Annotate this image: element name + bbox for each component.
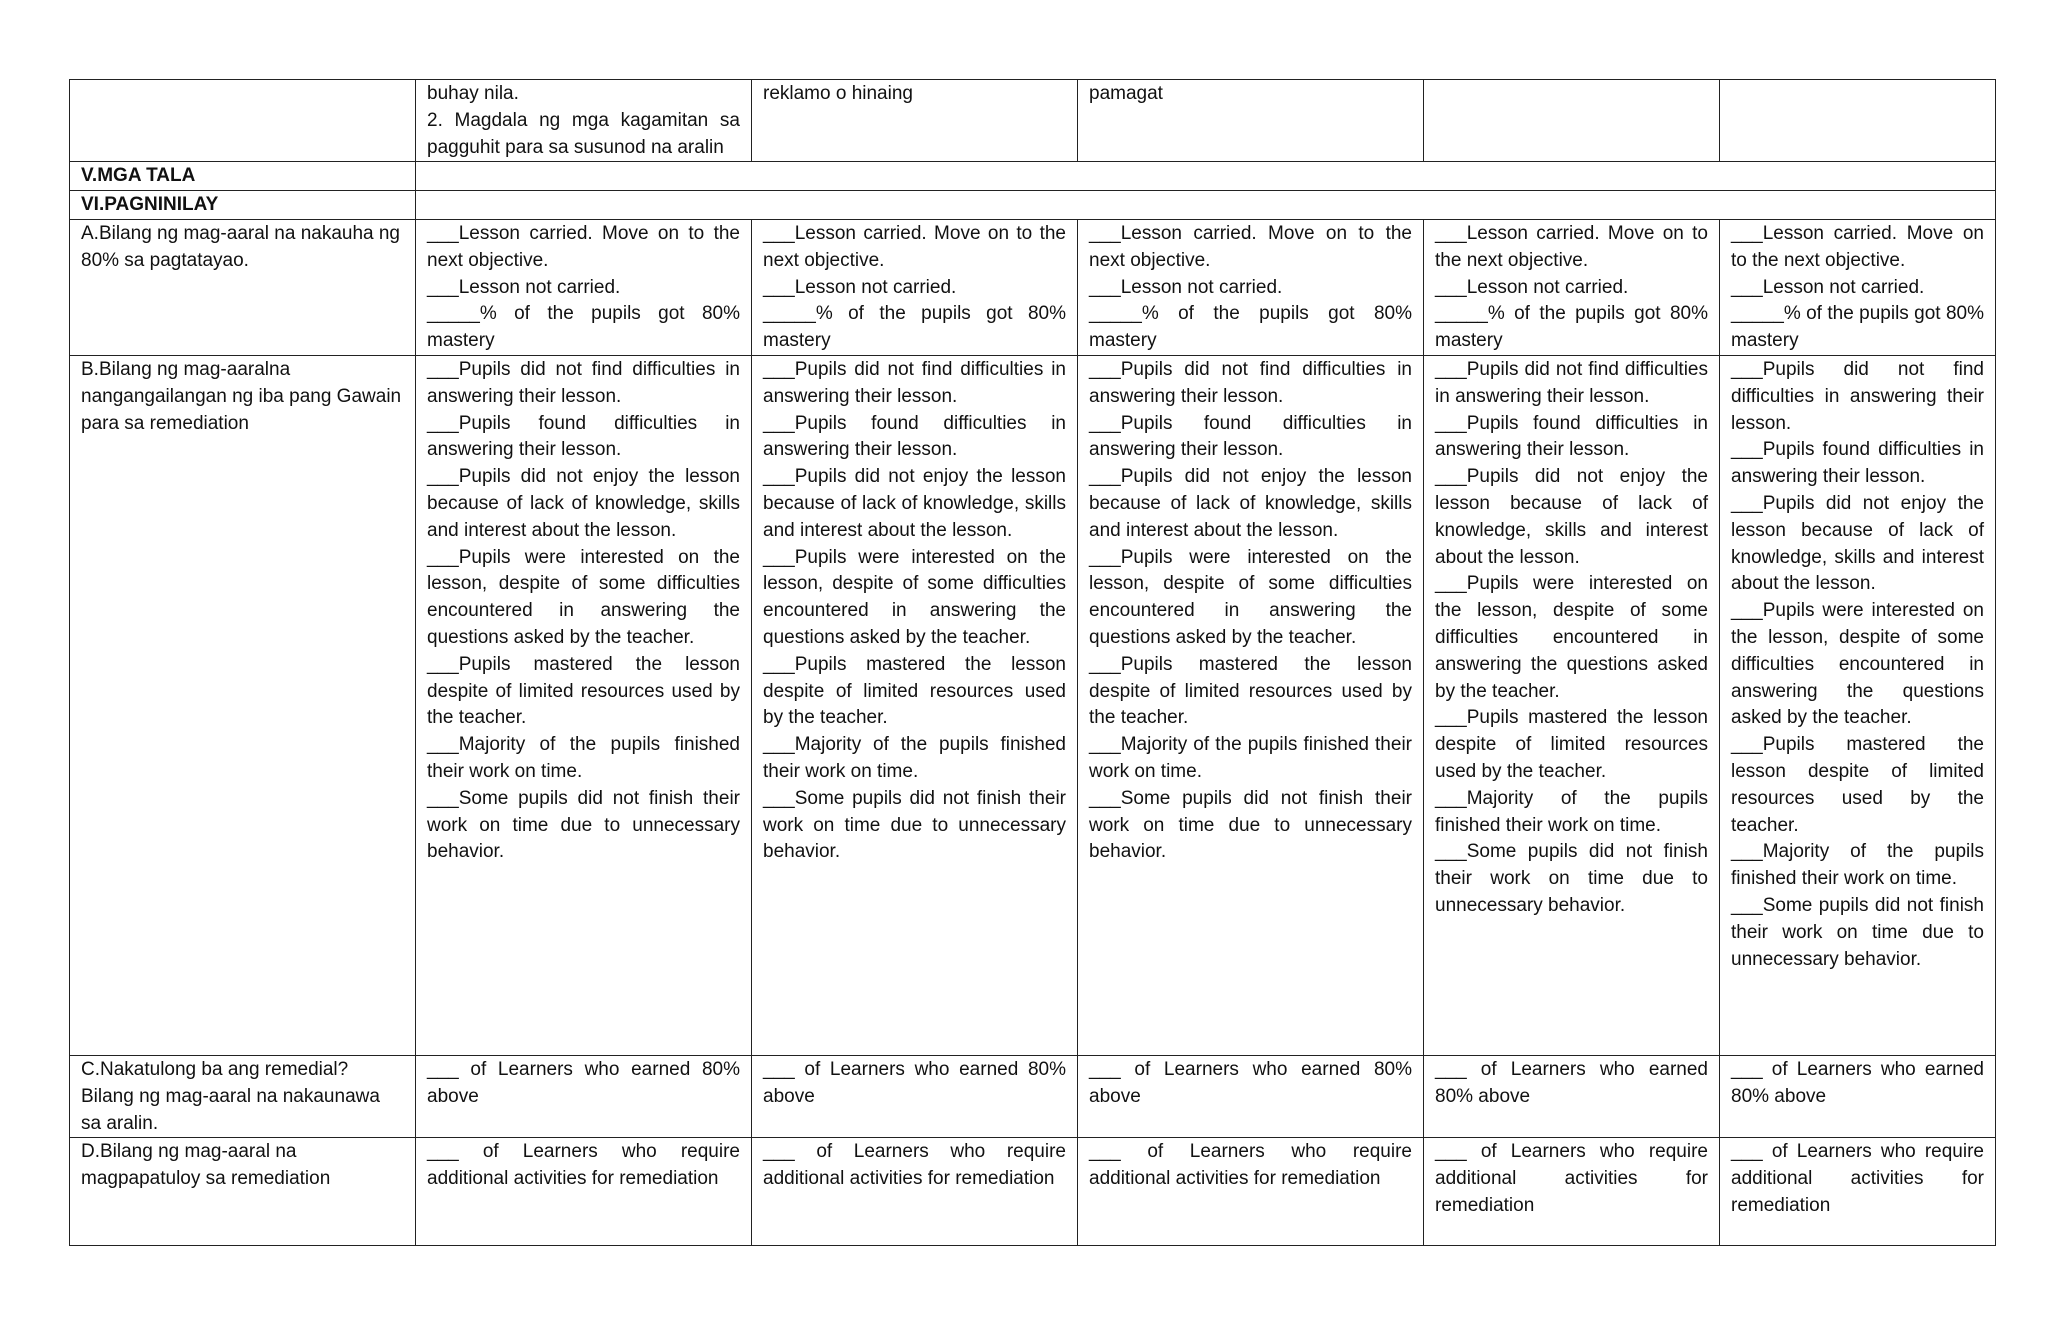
cell-c-tuesday: ___ of Learners who earned 80% above [752, 1055, 1078, 1137]
table-row-mga-tala [70, 162, 1996, 191]
table-row-b [70, 355, 1996, 1055]
cell-b-wednesday: ___Pupils did not find difficulties in answering their lesson. ___Pupils found difficulties in answering their lesson. ___Pupils did not enjoy the lesson because of lack of knowledge, skills and interest about the lesson. ___Pupils were interested on the lesson, despite of some difficulties encountered in answering the questions asked by the teacher. ___Pupils mastered the lesson despite of limited resources used by the teacher. ___Majority of the pupils finished their work on time. ___Some pupils did not finish their work on time due to unnecessary behavior. [1078, 355, 1424, 1055]
cell-tuesday: reklamo o hinaing [752, 80, 1078, 162]
lesson-log-page [69, 79, 1995, 1246]
cell-b-monday: ___Pupils did not find difficulties in answering their lesson. ___Pupils found difficulties in answering their lesson. ___Pupils did not enjoy the lesson because of lack of knowledge, skills and interest about the lesson. ___Pupils were interested on the lesson, despite of some difficulties encountered in answering the questions asked by the teacher. ___Pupils mastered the lesson despite of limited resources used by the teacher. ___Majority of the pupils finished their work on time. ___Some pupils did not finish their work on time due to unnecessary behavior. [416, 355, 752, 1055]
table-row-c [70, 1055, 1996, 1137]
cell-d-monday: ___ of Learners who require additional activities for remediation [416, 1138, 752, 1246]
table-row-continuation [70, 80, 1996, 162]
cell-c-wednesday: ___ of Learners who earned 80% above [1078, 1055, 1424, 1137]
cell-d-thursday: ___ of Learners who require additional activities for remediation [1424, 1138, 1720, 1246]
cell-a-monday: ___Lesson carried. Move on to the next objective. ___Lesson not carried. _____% of the pupils got 80% mastery [416, 219, 752, 355]
cell-b-tuesday: ___Pupils did not find difficulties in answering their lesson. ___Pupils found difficulties in answering their lesson. ___Pupils did not enjoy the lesson because of lack of knowledge, skills and interest about the lesson. ___Pupils were interested on the lesson, despite of some difficulties encountered in answering the questions asked by the teacher. ___Pupils mastered the lesson despite of limited resources used by the teacher. ___Majority of the pupils finished their work on time. ___Some pupils did not finish their work on time due to unnecessary behavior. [752, 355, 1078, 1055]
section-heading-pagninilay: VI.PAGNINILAY [70, 191, 416, 220]
mga-tala-content [416, 162, 1996, 191]
cell-a-wednesday: ___Lesson carried. Move on to the next objective. ___Lesson not carried. _____% of the pupils got 80% mastery [1078, 219, 1424, 355]
cell-d-friday: ___ of Learners who require additional activities for remediation [1720, 1138, 1996, 1246]
section-heading-mga-tala: V.MGA TALA [70, 162, 416, 191]
row-label-d: D.Bilang ng mag-aaral na magpapatuloy sa remediation [70, 1138, 416, 1246]
row-label-a: A.Bilang ng mag-aaral na nakauha ng 80% sa pagtatayao. [70, 219, 416, 355]
cell-c-monday: ___ of Learners who earned 80% above [416, 1055, 752, 1137]
cell-b-thursday: ___Pupils did not find difficulties in answering their lesson. ___Pupils found difficulties in answering their lesson. ___Pupils did not enjoy the lesson because of lack of knowledge, skills and interest about the lesson. ___Pupils were interested on the lesson, despite of some difficulties encountered in answering the questions asked by the teacher. ___Pupils mastered the lesson despite of limited resources used by the teacher. ___Majority of the pupils finished their work on time. ___Some pupils did not finish their work on time due to unnecessary behavior. [1424, 355, 1720, 1055]
cell-d-wednesday: ___ of Learners who require additional activities for remediation [1078, 1138, 1424, 1246]
cell-a-friday: ___Lesson carried. Move on to the next objective. ___Lesson not carried. _____% of the pupils got 80% mastery [1720, 219, 1996, 355]
table-row-pagninilay [70, 191, 1996, 220]
cell-a-tuesday: ___Lesson carried. Move on to the next objective. ___Lesson not carried. _____% of the pupils got 80% mastery [752, 219, 1078, 355]
table-row-a [70, 219, 1996, 355]
row-label-c: C.Nakatulong ba ang remedial? Bilang ng mag-aaral na nakaunawa sa aralin. [70, 1055, 416, 1137]
cell-a-thursday: ___Lesson carried. Move on to the next objective. ___Lesson not carried. _____% of the pupils got 80% mastery [1424, 219, 1720, 355]
cell-c-friday: ___ of Learners who earned 80% above [1720, 1055, 1996, 1137]
cell-wednesday: pamagat [1078, 80, 1424, 162]
cell-d-tuesday: ___ of Learners who require additional activities for remediation [752, 1138, 1078, 1246]
cell-thursday [1424, 80, 1720, 162]
cell-friday [1720, 80, 1996, 162]
daily-lesson-log-table [69, 79, 1996, 1246]
table-row-d [70, 1138, 1996, 1246]
cell-c-thursday: ___ of Learners who earned 80% above [1424, 1055, 1720, 1137]
row-label-b: B.Bilang ng mag-aaralna nangangailangan ng iba pang Gawain para sa remediation [70, 355, 416, 1055]
pagninilay-content [416, 191, 1996, 220]
cell-b-friday: ___Pupils did not find difficulties in answering their lesson. ___Pupils found difficulties in answering their lesson. ___Pupils did not enjoy the lesson because of lack of knowledge, skills and interest about the lesson. ___Pupils were interested on the lesson, despite of some difficulties encountered in answering the questions asked by the teacher. ___Pupils mastered the lesson despite of limited resources used by the teacher. ___Majority of the pupils finished their work on time. ___Some pupils did not finish their work on time due to unnecessary behavior. [1720, 355, 1996, 1055]
cell-monday: buhay nila. 2. Magdala ng mga kagamitan sa pagguhit para sa susunod na aralin [416, 80, 752, 162]
row-label-empty [70, 80, 416, 162]
